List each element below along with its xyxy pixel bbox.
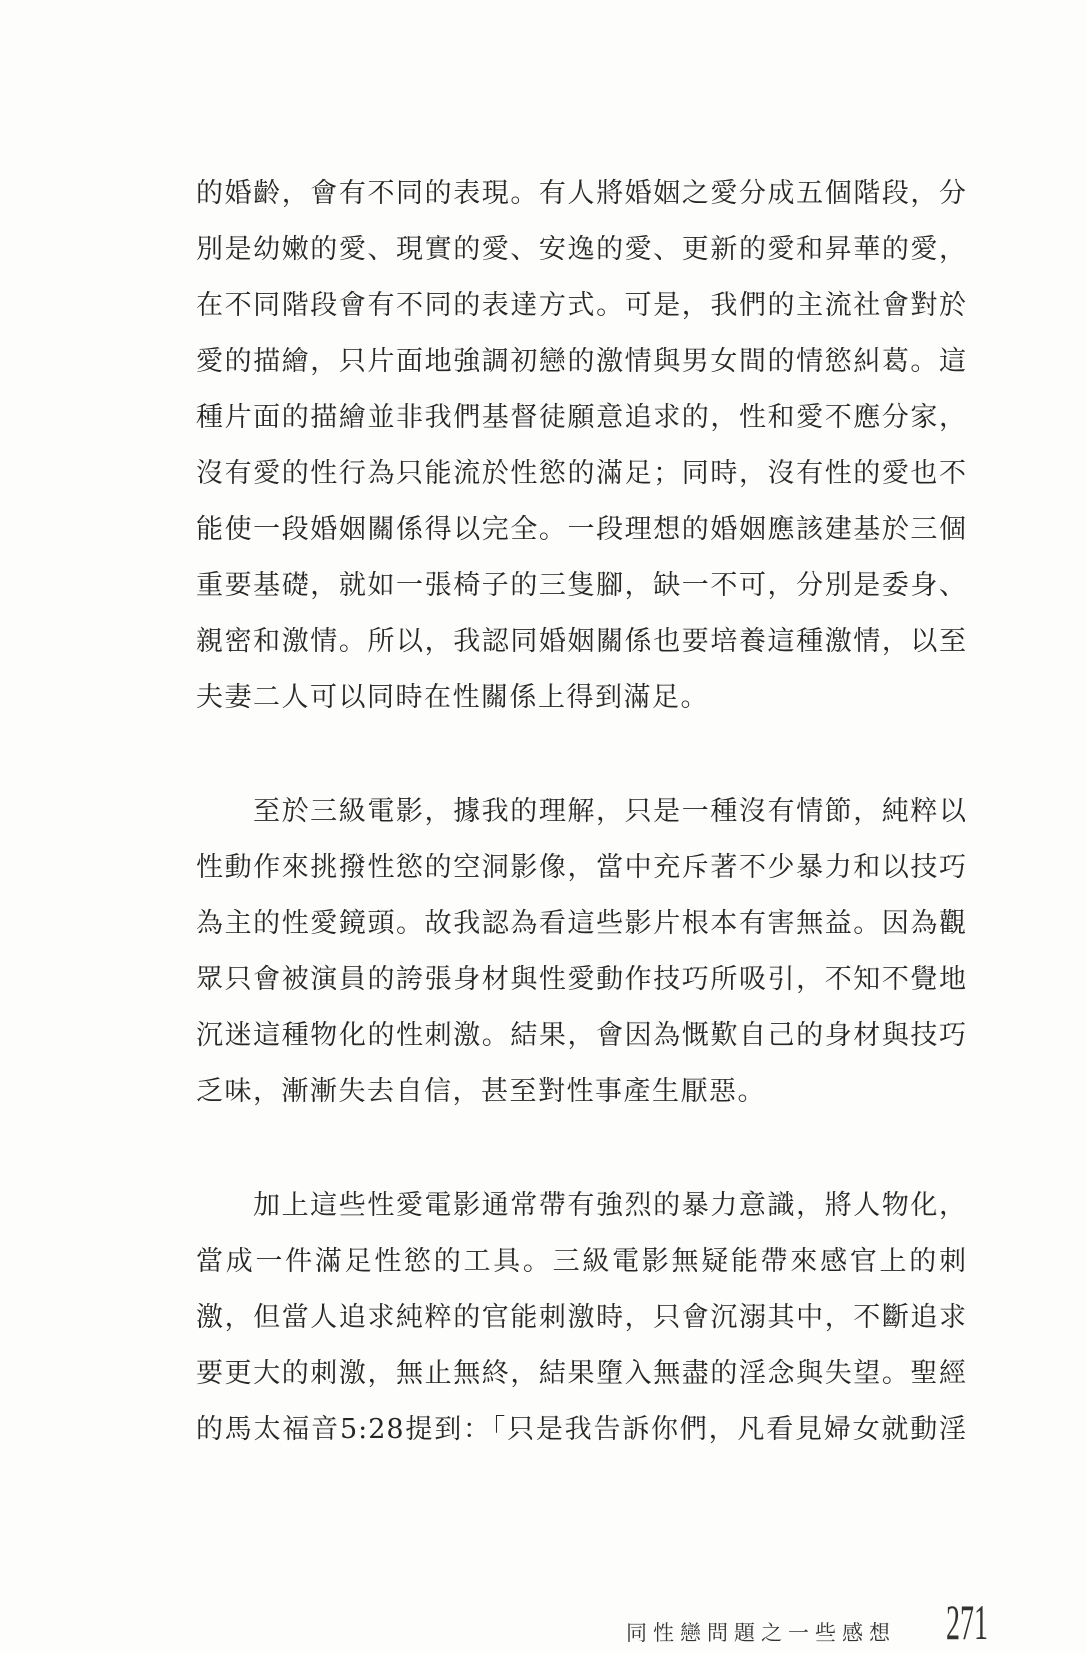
running-footer-title: 同性戀問題之一些感想: [626, 1621, 896, 1645]
text-line: 夫妻二人可以同時在性關係上得到滿足。: [196, 682, 709, 713]
text-line: 愛的描繪，只片面地強調初戀的激情與男女間的情慾糾葛。這: [196, 346, 967, 377]
paragraph: [196, 784, 967, 1120]
page-number: 271: [946, 1594, 988, 1650]
paragraph: [196, 166, 967, 726]
paragraph: [196, 1178, 967, 1458]
text-line: 乏味，漸漸失去自信，甚至對性事產生厭惡。: [196, 1076, 766, 1107]
text-line: 重要基礎，就如一張椅子的三隻腳，缺一不可，分別是委身、: [196, 570, 967, 601]
text-line: 在不同階段會有不同的表達方式。可是，我們的主流社會對於: [196, 290, 967, 321]
text-line: 種片面的描繪並非我們基督徒願意追求的，性和愛不應分家，: [196, 402, 967, 433]
text-line: 至於三級電影，據我的理解，只是一種沒有情節，純粹以: [253, 796, 967, 827]
text-line: 能使一段婚姻關係得以完全。一段理想的婚姻應該建基於三個: [196, 514, 967, 545]
text-line: 性動作來挑撥性慾的空洞影像，當中充斥著不少暴力和以技巧: [196, 852, 967, 883]
text-line: 的馬太福音5:28提到：「只是我告訴你們，凡看見婦女就動淫: [196, 1414, 967, 1445]
text-line: 激，但當人追求純粹的官能刺激時，只會沉溺其中，不斷追求: [196, 1302, 967, 1333]
text-line: 要更大的刺激，無止無終，結果墮入無盡的淫念與失望。聖經: [196, 1358, 967, 1389]
text-line: 眾只會被演員的誇張身材與性愛動作技巧所吸引，不知不覺地: [196, 964, 967, 995]
text-line: 沒有愛的性行為只能流於性慾的滿足；同時，沒有性的愛也不: [196, 458, 967, 489]
text-line: 的婚齡，會有不同的表現。有人將婚姻之愛分成五個階段，分: [196, 178, 967, 209]
text-line: 當成一件滿足性慾的工具。三級電影無疑能帶來感官上的刺: [196, 1246, 967, 1277]
text-line: 親密和激情。所以，我認同婚姻關係也要培養這種激情，以至: [196, 626, 967, 657]
text-line: 加上這些性愛電影通常帶有強烈的暴力意識，將人物化，: [253, 1190, 967, 1221]
text-line: 為主的性愛鏡頭。故我認為看這些影片根本有害無益。因為觀: [196, 908, 967, 939]
body-text: [196, 166, 967, 1516]
text-line: 別是幼嫩的愛、現實的愛、安逸的愛、更新的愛和昇華的愛，: [196, 234, 967, 265]
text-line: 沉迷這種物化的性刺激。結果，會因為慨歎自己的身材與技巧: [196, 1020, 967, 1051]
